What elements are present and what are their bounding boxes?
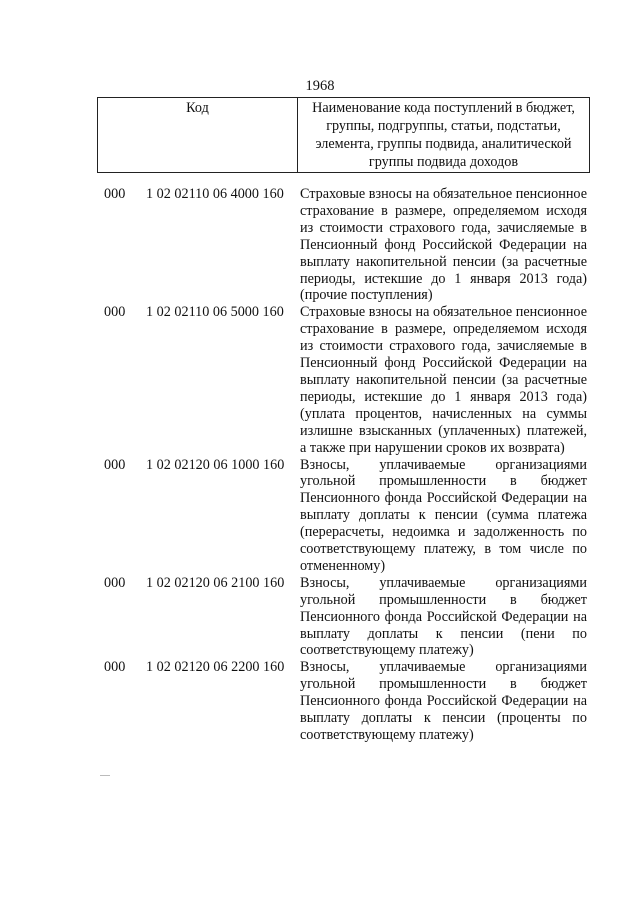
table-row (0, 304, 640, 456)
table-row (0, 575, 640, 660)
code-description: Страховые взносы на обязательное пенсионное страхование в размере, определяемом исходя из стоимости страхового года, зачисляемые в Пенсионный фонд Российской Федерации на выплату накопительной пенсии (за расчетные периоды, истекшие до 1 января 2013 года) (уплата процентов, начисленных на суммы излишне взысканных (уплаченных) платежей, а также при нарушении сроков их возврата) (300, 304, 587, 456)
budget-code: 1 02 02120 06 1000 160 (146, 456, 285, 473)
table-row (0, 457, 640, 575)
code-description: Взносы, уплачиваемые организациями угольной промышленности в бюджет Пенсионного фонда Российской Федерации на выплату доплаты к пенсии (пени по соответствующему платежу) (300, 574, 587, 659)
budget-code: 1 02 02120 06 2200 160 (146, 659, 285, 676)
budget-code: 1 02 02110 06 4000 160 (146, 186, 284, 202)
table-row (0, 659, 640, 744)
code-description: Взносы, уплачиваемые организациями угольной промышленности в бюджет Пенсионного фонда Российской Федерации на выплату доплаты к пенсии (проценты по соответствующему платежу) (300, 659, 587, 743)
admin-code: 000 (104, 574, 126, 591)
table-row (0, 186, 640, 304)
table-body (0, 186, 640, 744)
code-description: Взносы, уплачиваемые организациями угольной промышленности в бюджет Пенсионного фонда Российской Федерации на выплату доплаты к пенсии (сумма платежа (перерасчеты, недоимка и задолженность по соответствующему платежу, в том числе по отмененному) (300, 456, 587, 574)
admin-code: 000 (104, 304, 126, 321)
header-code-column: Код (98, 98, 298, 172)
budget-code: 1 02 02120 06 2100 160 (146, 574, 285, 591)
budget-code: 1 02 02110 06 5000 160 (146, 304, 284, 321)
scan-artifact (100, 775, 110, 776)
header-name-column: Наименование кода поступлений в бюджет, группы, подгруппы, статьи, подстатьи, элемента, группы подвида, аналитической группы подвида доходов (312, 100, 575, 170)
admin-code: 000 (104, 186, 126, 202)
table-header (97, 97, 590, 173)
admin-code: 000 (104, 659, 126, 676)
code-description: Страховые взносы на обязательное пенсионное страхование в размере, определяемом исходя из стоимости страхового года, зачисляемые в Пенсионный фонд Российской Федерации на выплату накопительной пенсии (за расчетные периоды, истекшие до 1 января 2013 года) (прочие поступления) (300, 186, 587, 304)
admin-code: 000 (104, 456, 126, 473)
page-number: 1968 (305, 78, 335, 94)
